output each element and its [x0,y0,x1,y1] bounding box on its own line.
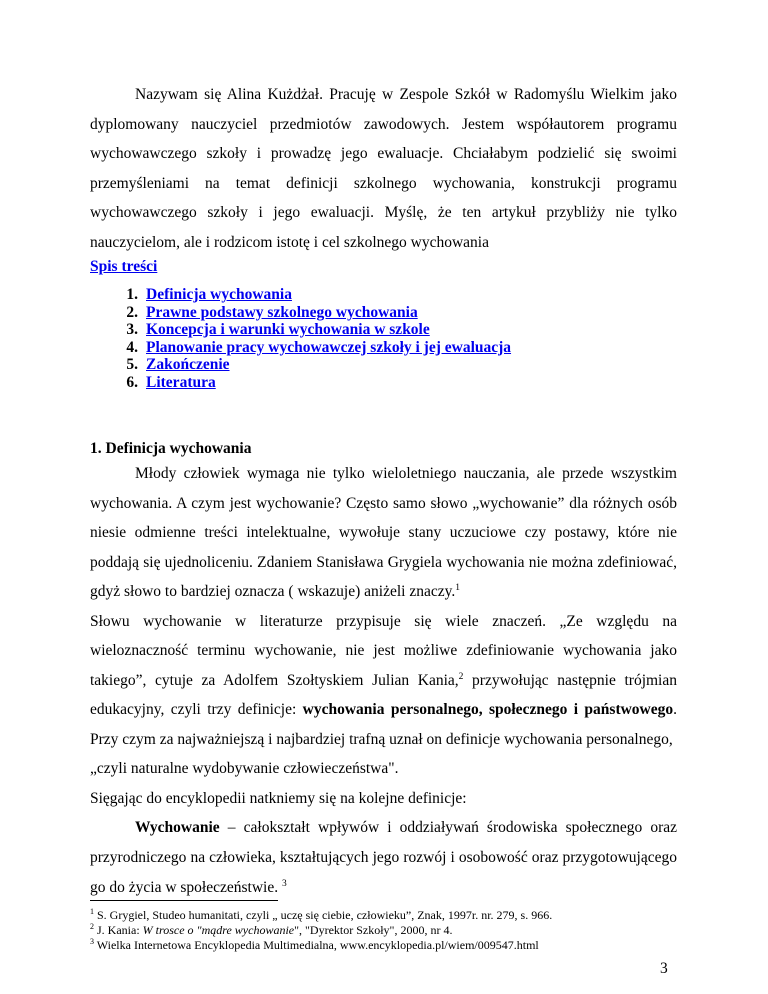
toc-link-literatura[interactable]: Literatura [146,373,216,391]
paragraph-line: edukacyjny, czyli trzy definicje: wychowania personalnego, społecznego i państwowego. [90,701,677,718]
toc-item: 5. Zakończenie [126,356,230,373]
paragraph-line: Przy czym za najważniejszą i najbardziej trafną uznał on definicje wychowania personalnego, [90,731,673,748]
toc-link-zakonczenie[interactable]: Zakończenie [146,356,230,373]
toc-item: 6. Literatura [126,373,216,391]
definition-line: Wychowanie – całokształt wpływów i oddziaływań środowiska społecznego oraz [135,819,677,836]
toc-item: 4. Planowanie pracy wychowawczej szkoły i jej ewaluacja [126,338,512,356]
section-heading: 1. Definicja wychowania [90,440,252,457]
paragraph-line: wieloznaczność terminu wychowanie, nie jest możliwe zdefiniowanie wychowania jako [90,642,677,659]
toc-link-prawne-podstawy[interactable]: Prawne podstawy szkolnego wychowania [146,303,418,321]
toc-link-definicja[interactable]: Definicja wychowania [146,286,292,303]
paragraph-line: Sięgając do encyklopedii natkniemy się na kolejne definicje: [90,790,467,807]
section-paragraph-1: Młody człowiek wymaga nie tylko wieloletniego nauczania, ale przede wszystkim wychowania. A czym jest wychowanie? Często samo słowo „wychowanie” dla różnych osób niesie odmienne treści intelektualne, wywołuje stany uczuciowe czy postawy, które nie poddają się ujednoliceniu. Zdaniem Stanisława Grygiela wychowania nie można zdefiniować, gdyż słowo to bardziej oznacza ( wskazuje) aniżeli znaczy.$^1$ [90,465,677,600]
footnote-3: $^3$ Wielka Internetowa Encyklopedia Multimedialna, www.encyklopedia.pl/wiem/009547.html [90,937,539,952]
definition-line: przyrodniczego na człowieka, kształtujących jego rozwój i osobowość oraz przygotowującego [90,849,677,866]
definition-line: go do życia w społeczeństwie. $^3$ [90,878,287,896]
paragraph-line: takiego”, cytuje za Adolfem Szołtyskiem Julian Kania,$^2$ przywołując następnie trójmian [90,671,677,689]
footnote-ref[interactable]: 1 [455,582,460,593]
footnote-1: $^1$ S. Grygiel, Studeo humanitati, czyli „ uczę się ciebie, człowieku”, Znak, 1997r. nr. 279, s. 966. [90,907,553,922]
toc-title[interactable]: Spis treści [90,258,158,275]
page-number: 3 [660,960,668,977]
footnote-2: $^2$ J. Kania: W trosce o "mądre wychowanie", "Dyrektor Szkoły", 2000, nr 4. [90,922,453,937]
table-of-contents [90,286,511,391]
toc-link-koncepcja[interactable]: Koncepcja i warunki wychowania w szkole [146,321,430,338]
definition-term: Wychowanie [135,819,220,836]
toc-item: 3. Koncepcja i warunki wychowania w szkole [126,321,430,338]
toc-item: 1. Definicja wychowania [126,286,292,303]
footnote-separator [90,900,278,901]
footnote-ref[interactable]: 2 [458,671,464,682]
bold-text: wychowania personalnego, społecznego i państwowego [302,701,674,718]
toc-item: 2. Prawne podstawy szkolnego wychowania [126,303,418,321]
toc-link-planowanie[interactable]: Planowanie pracy wychowawczej szkoły i jej ewaluacja [146,338,512,356]
paragraph-line: „czyli naturalne wydobywanie człowieczeństwa". [90,760,399,777]
footnote-ref[interactable]: 3 [281,878,287,889]
intro-paragraph: Nazywam się Alina Kużdżał. Pracuję w Zespole Szkół w Radomyślu Wielkim jako dyplomowany nauczyciel przedmiotów zawodowych. Jestem współautorem programu wychowawczego szkoły i prowadzę jego ewaluacje. Chciałabym podzielić się swoimi przemyśleniami na temat definicji szkolnego wychowania, konstrukcji programu wychowawczego szkoły i jego ewaluacji. Myślę, że ten artykuł przybliży nie tylko nauczycielom, ale i rodzicom istotę i cel szkolnego wychowania [90,86,677,251]
paragraph-line: Słowu wychowanie w literaturze przypisuje się wiele znaczeń. „Ze względu na [90,613,677,630]
